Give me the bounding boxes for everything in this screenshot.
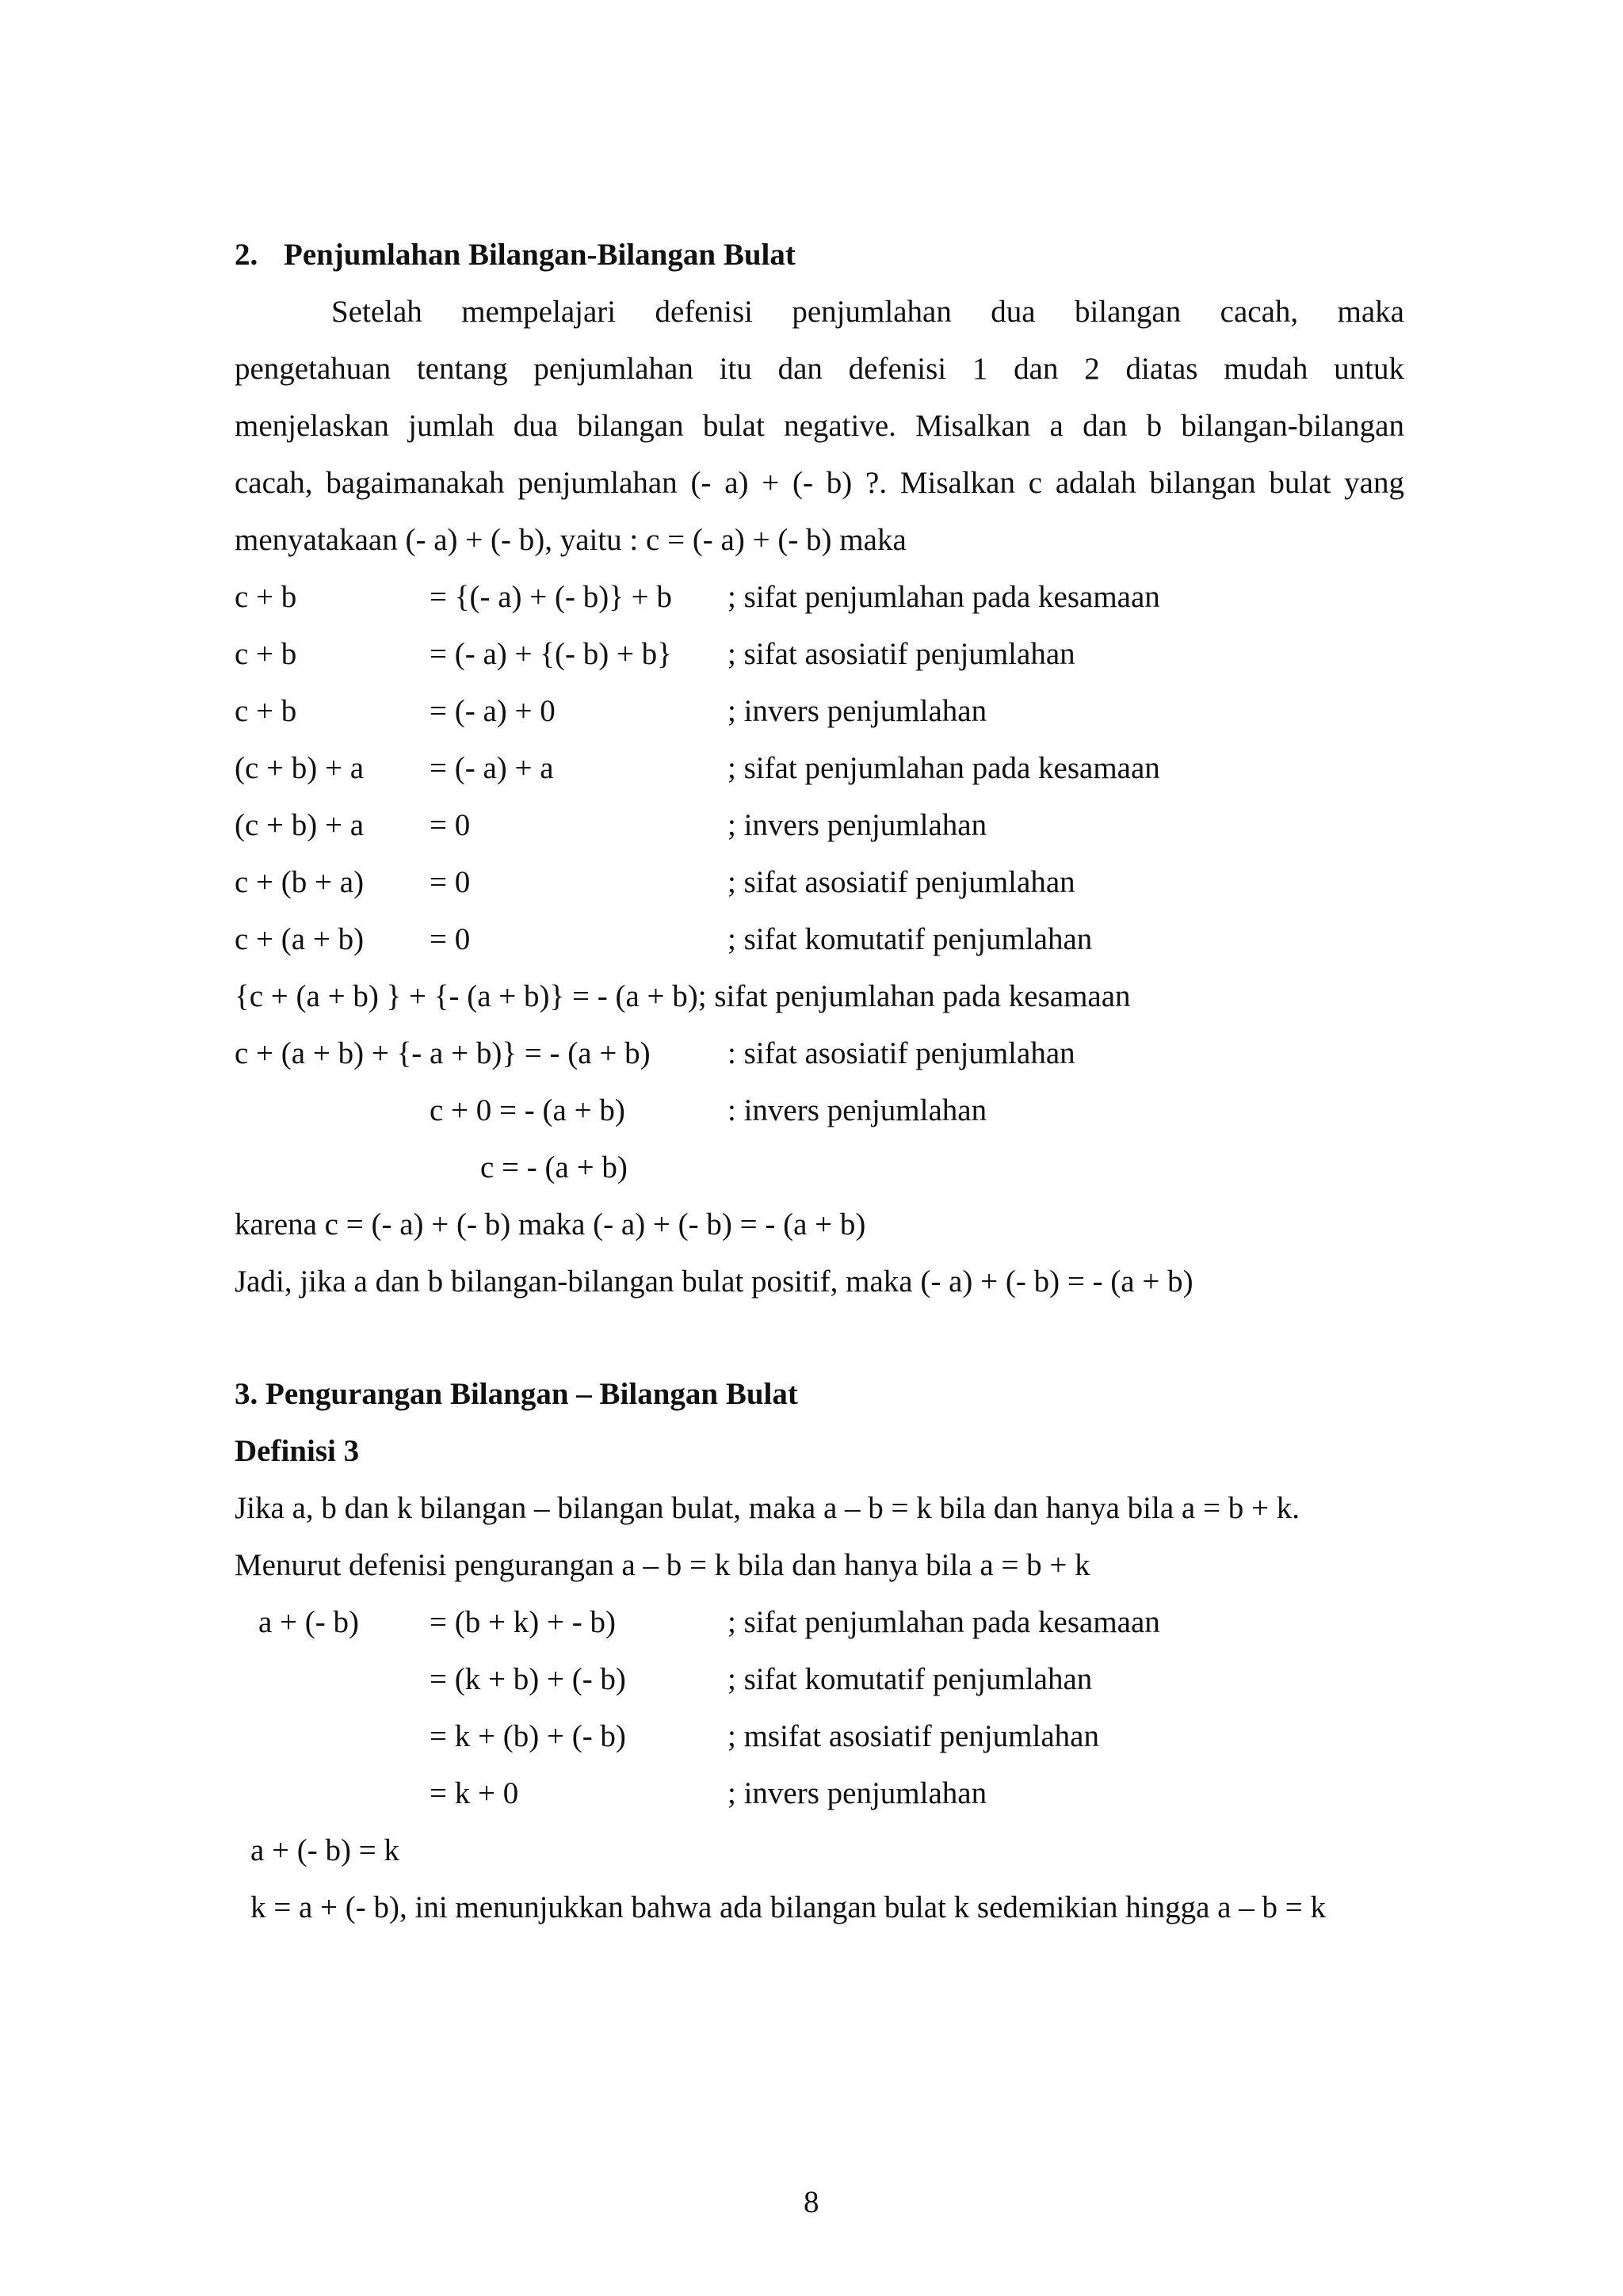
proof-row: c + 0 = - (a + b) [430, 1093, 625, 1127]
section-2-number: 2. [235, 238, 258, 272]
proof-rhs: = 0 [430, 865, 471, 899]
paragraph-line: Setelah mempelajari defenisi penjumlahan dua bilangan cacah, maka [331, 295, 1404, 329]
proof-rhs: = (- a) + 0 [430, 694, 556, 728]
proof-lhs: c + (b + a) [235, 865, 365, 899]
proof-reason: ; sifat penjumlahan pada kesamaan [727, 1605, 1160, 1639]
proof-long-row: c + (a + b) + {- a + b)} = - (a + b) [235, 1036, 651, 1070]
result-line: k = a + (- b), ini menunjukkan bahwa ada bilangan bulat k sedemikian hingga a – b = k [250, 1890, 1326, 1924]
proof-reason: ; sifat asosiatif penjumlahan [727, 637, 1075, 671]
paragraph-line: menjelaskan jumlah dua bilangan bulat negative. Misalkan a dan b bilangan-bilangan [235, 409, 1404, 443]
proof-rhs: = k + 0 [430, 1776, 519, 1810]
proof-rhs: = {(- a) + (- b)} + b [430, 580, 672, 614]
proof-long-row: {c + (a + b) } + {- (a + b)} = - (a + b); sifat penjumlahan pada kesamaan [235, 979, 1131, 1013]
proof-reason: : invers penjumlahan [727, 1093, 987, 1127]
proof-lhs: c + b [235, 694, 297, 728]
proof-reason: ; sifat penjumlahan pada kesamaan [727, 751, 1160, 785]
paragraph-line: menyatakaan (- a) + (- b), yaitu : c = (- a) + (- b) maka [235, 523, 907, 557]
proof-result: c = - (a + b) [480, 1150, 628, 1184]
proof-lhs: a + (- b) [258, 1605, 360, 1639]
proof-reason: : sifat asosiatif penjumlahan [727, 1036, 1075, 1070]
definition-text: Jika a, b dan k bilangan – bilangan bulat, maka a – b = k bila dan hanya bila a = b + k. [235, 1491, 1300, 1525]
proof-reason: ; msifat asosiatif penjumlahan [727, 1719, 1099, 1753]
page-number: 8 [804, 2185, 819, 2219]
definition-title: Definisi 3 [235, 1434, 360, 1468]
proof-lhs: c + (a + b) [235, 922, 365, 956]
proof-reason: ; invers penjumlahan [727, 1776, 987, 1810]
proof-rhs: = (k + b) + (- b) [430, 1662, 626, 1696]
proof-reason: ; invers penjumlahan [727, 808, 987, 842]
proof-reason: ; invers penjumlahan [727, 694, 987, 728]
proof-reason: ; sifat komutatif penjumlahan [727, 1662, 1093, 1696]
paragraph-line: pengetahuan tentang penjumlahan itu dan defenisi 1 dan 2 diatas mudah untuk [235, 352, 1404, 386]
proof-rhs: = (- a) + {(- b) + b} [430, 637, 672, 671]
proof-rhs: = 0 [430, 808, 471, 842]
proof-rhs: = (b + k) + - b) [430, 1605, 616, 1639]
conclusion-line: Jadi, jika a dan b bilangan-bilangan bulat positif, maka (- a) + (- b) = - (a + b) [235, 1264, 1193, 1299]
proof-reason: ; sifat penjumlahan pada kesamaan [727, 580, 1160, 614]
result-line: a + (- b) = k [250, 1833, 400, 1867]
definition-intro: Menurut defenisi pengurangan a – b = k bila dan hanya bila a = b + k [235, 1548, 1090, 1582]
proof-rhs: = (- a) + a [430, 751, 554, 785]
conclusion-line: karena c = (- a) + (- b) maka (- a) + (- b) = - (a + b) [235, 1207, 866, 1241]
proof-rhs: = k + (b) + (- b) [430, 1719, 626, 1753]
proof-rhs: = 0 [430, 922, 471, 956]
proof-lhs: (c + b) + a [235, 751, 365, 785]
section-3-title: 3. Pengurangan Bilangan – Bilangan Bulat [235, 1377, 798, 1411]
proof-lhs: c + b [235, 637, 297, 671]
proof-lhs: c + b [235, 580, 297, 614]
paragraph-line: cacah, bagaimanakah penjumlahan (- a) + (- b) ?. Misalkan c adalah bilangan bulat yang [235, 466, 1404, 500]
proof-reason: ; sifat asosiatif penjumlahan [727, 865, 1075, 899]
section-2-title: Penjumlahan Bilangan-Bilangan Bulat [284, 238, 796, 272]
proof-lhs: (c + b) + a [235, 808, 365, 842]
proof-reason: ; sifat komutatif penjumlahan [727, 922, 1093, 956]
